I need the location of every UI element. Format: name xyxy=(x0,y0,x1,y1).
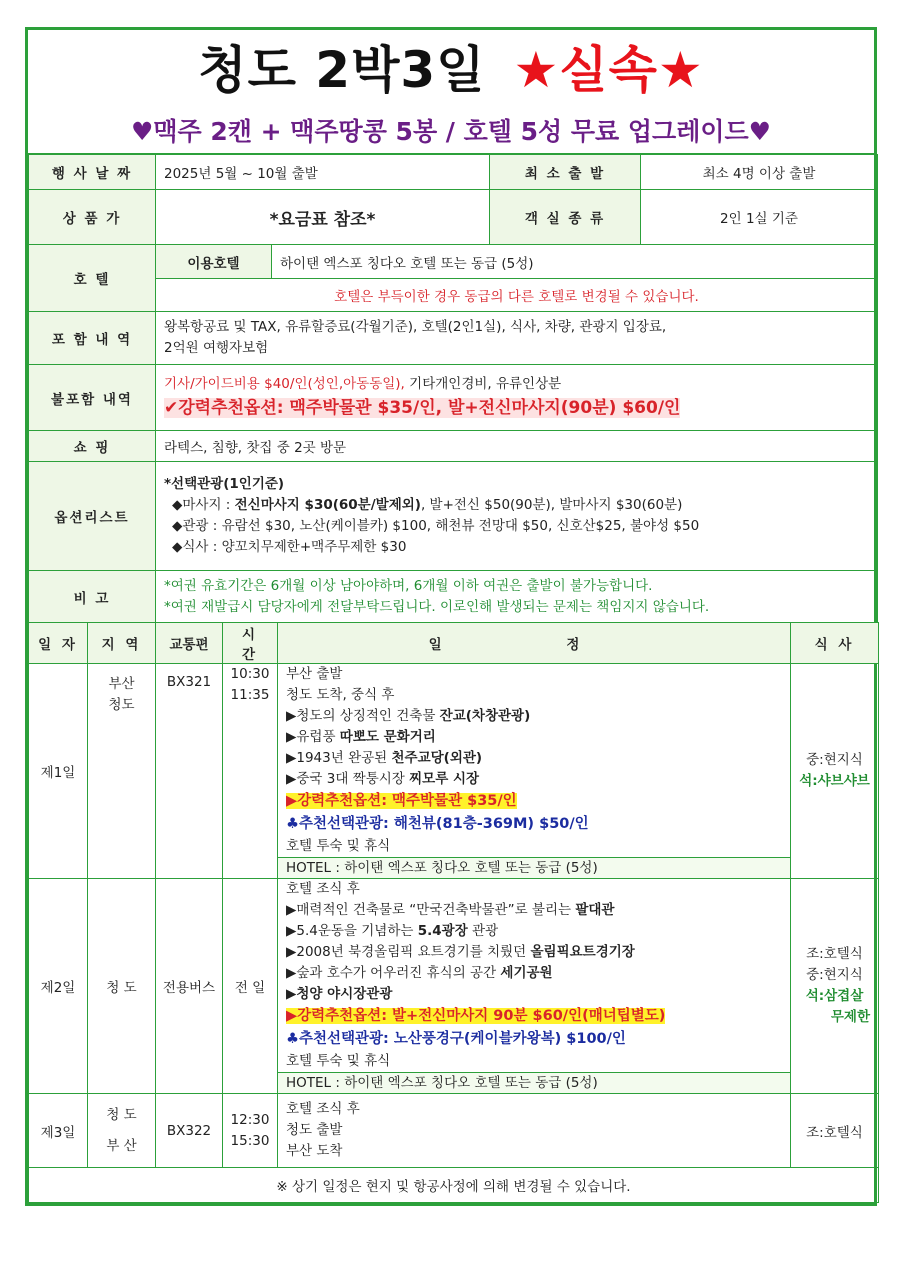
options-value xyxy=(156,462,878,571)
day1-meal xyxy=(791,664,879,879)
day2-meal-dinner-note: 무제한 xyxy=(830,1009,870,1025)
day1-time-2: 11:35 xyxy=(230,687,270,703)
options-label: 옵션리스트 xyxy=(29,462,156,571)
include-value xyxy=(156,312,878,365)
day1-line-4-bold: 따뽀도 문화거리 xyxy=(339,729,436,745)
day2-day: 제2일 xyxy=(29,879,88,1094)
exclude-guide-fee: 기사/가이드비용 $40/인(성인,아동동일), xyxy=(164,376,405,392)
exclude-value xyxy=(156,365,878,431)
col-itinerary: 일 정 xyxy=(278,623,791,664)
price-label: 상 품 가 xyxy=(29,190,156,245)
day2-strong-option: ▶강력추천옵션: 발+전신마사지 90분 $60/인(매너팁별도) xyxy=(286,1008,666,1024)
day2-line-1: 호텔 조식 후 xyxy=(286,881,360,897)
exclude-label: 불포함 내역 xyxy=(29,365,156,431)
hotel-notice: 호텔은 부득이한 경우 동급의 다른 호텔로 변경될 수 있습니다. xyxy=(156,279,878,312)
remark-line-2: *여권 재발급시 담당자에게 전달부탁드립니다. 이로인해 발생되는 문제는 책임지지 않습니다. xyxy=(164,598,710,615)
day1-recommended-option: ♣추천선택관광: 해천뷰(81층-369M) $50/인 xyxy=(286,816,589,832)
day1-region-2: 청도 xyxy=(108,697,135,713)
col-time: 시 간 xyxy=(223,623,278,664)
room-value: 2인 1실 기준 xyxy=(641,190,878,245)
date-value: 2025년 5월 ~ 10월 출발 xyxy=(156,155,490,190)
day2-line-3-pre: ▶5.4운동을 기념하는 xyxy=(286,923,418,939)
exclude-rest: 기타개인경비, 유류인상분 xyxy=(404,376,562,392)
day2-row xyxy=(29,879,879,1094)
info-table xyxy=(28,154,878,623)
day2-itinerary xyxy=(278,879,791,1094)
day1-line-3-bold: 잔교(차창관광) xyxy=(439,708,531,724)
options-massage-bold: 전신마사지 $30(60분/발제외) xyxy=(234,497,421,513)
day3-time xyxy=(223,1094,278,1168)
min-departure-value: 최소 4명 이상 출발 xyxy=(641,155,878,190)
include-line-1: 왕복항공료 및 TAX, 유류할증료(각월기준), 호텔(2인1실), 식사, 차량, 관광지 입장료, xyxy=(164,319,667,335)
day2-line-4-bold: 올림픽요트경기장 xyxy=(530,944,635,960)
day3-line-3: 부산 도착 xyxy=(286,1143,343,1159)
options-title: *선택관광(1인기준) xyxy=(164,476,285,492)
hotel-value: 하이탠 엑스포 칭다오 호텔 또는 동급 (5성) xyxy=(272,245,878,279)
options-massage-rest: , 발+전신 $50(90분), 발마사지 $30(60분) xyxy=(420,497,683,513)
col-meal: 식 사 xyxy=(791,623,879,664)
title-accent: ★실속★ xyxy=(513,41,704,99)
day2-line-3-bold: 5.4광장 xyxy=(417,923,468,939)
day2-line-9: 호텔 투숙 및 휴식 xyxy=(286,1053,391,1069)
day2-line-3-post: 관광 xyxy=(467,923,499,939)
day2-line-4-pre: ▶2008년 북경올림픽 요트경기를 치뤘던 xyxy=(286,944,531,960)
day3-row xyxy=(29,1094,879,1168)
day1-strong-option: ▶강력추천옵션: 맥주박물관 $35/인 xyxy=(286,793,517,809)
room-label: 객 실 종 류 xyxy=(490,190,641,245)
day1-line-3-pre: ▶청도의 상징적인 건축물 xyxy=(286,708,440,724)
day1-meal-lunch: 중:현지식 xyxy=(806,752,863,768)
day2-hotel: HOTEL : 하이탠 엑스포 칭다오 호텔 또는 동급 (5성) xyxy=(278,1072,790,1093)
include-line-2: 2억원 여행자보험 xyxy=(164,340,269,356)
page-title xyxy=(198,41,703,99)
day1-region xyxy=(88,664,156,879)
col-transport: 교통편 xyxy=(156,623,223,664)
day1-meal-dinner: 석:샤브샤브 xyxy=(799,773,870,789)
strong-option-note: ✔강력추천옵션: 맥주박물관 $35/인, 발+전신마사지(90분) $60/인 xyxy=(164,398,681,418)
day3-line-2: 청도 출발 xyxy=(286,1122,343,1138)
options-meal: ◆식사 : 양꼬치무제한+맥주무제한 $30 xyxy=(172,539,407,555)
remark-line-1: *여권 유효기간은 6개월 이상 남아야하며, 6개월 이하 여권은 출발이 불가능합니다. xyxy=(164,577,653,594)
day2-line-5-pre: ▶숲과 호수가 어우러진 휴식의 공간 xyxy=(286,965,501,981)
day1-line-4-pre: ▶유럽풍 xyxy=(286,729,340,745)
title-row xyxy=(28,30,874,110)
day1-day: 제1일 xyxy=(29,664,88,879)
day1-line-6-pre: ▶중국 3대 짝퉁시장 xyxy=(286,771,410,787)
day3-meal: 조:호텔식 xyxy=(791,1094,879,1168)
col-day: 일 자 xyxy=(29,623,88,664)
day3-day: 제3일 xyxy=(29,1094,88,1168)
day2-region: 청 도 xyxy=(88,879,156,1094)
day2-meal xyxy=(791,879,879,1094)
col-region: 지 역 xyxy=(88,623,156,664)
day2-recommended-option: ♣추천선택관광: 노산풍경구(케이블카왕복) $100/인 xyxy=(286,1031,626,1047)
day2-meal-breakfast: 조:호텔식 xyxy=(806,946,863,962)
day1-time-1: 10:30 xyxy=(230,666,270,682)
day1-line-6-bold: 찌모루 시장 xyxy=(409,771,480,787)
shopping-value: 라텍스, 침향, 찻집 중 2곳 방문 xyxy=(156,431,878,462)
day1-itinerary xyxy=(278,664,791,879)
options-tour: ◆관광 : 유람선 $30, 노산(케이블카) $100, 해천뷰 전망대 $50, 신호산$25, 불야성 $50 xyxy=(172,518,700,534)
remark-label: 비 고 xyxy=(29,571,156,623)
day3-region-2: 부 산 xyxy=(106,1137,137,1154)
shopping-label: 쇼 핑 xyxy=(29,431,156,462)
day3-line-1: 호텔 조식 후 xyxy=(286,1101,360,1117)
itinerary-sheet xyxy=(25,27,877,1206)
day3-transport: BX322 xyxy=(156,1094,223,1168)
remark-value xyxy=(156,571,878,623)
min-departure-label: 최 소 출 발 xyxy=(490,155,641,190)
day2-line-2-bold: 팔대관 xyxy=(575,902,615,918)
options-massage-prefix: ◆마사지 : xyxy=(172,497,235,513)
date-label: 행 사 날 짜 xyxy=(29,155,156,190)
day1-line-9: 호텔 투숙 및 휴식 xyxy=(286,838,391,854)
day1-transport: BX321 xyxy=(156,664,223,879)
day3-itinerary xyxy=(278,1094,791,1168)
day3-time-1: 12:30 xyxy=(230,1111,270,1128)
day2-line-2-pre: ▶매력적인 건축물로 “만국건축박물관”로 불리는 xyxy=(286,902,576,918)
day1-hotel: HOTEL : 하이탠 엑스포 칭다오 호텔 또는 동급 (5성) xyxy=(278,857,790,878)
day1-line-5-pre: ▶1943년 완공된 xyxy=(286,750,392,766)
day2-transport: 전용버스 xyxy=(156,879,223,1094)
day3-region-1: 청 도 xyxy=(106,1106,137,1123)
day1-line-1: 부산 출발 xyxy=(286,666,343,682)
day1-line-5-bold: 천주교당(외관) xyxy=(391,750,483,766)
title-text: 청도 2박3일 xyxy=(198,41,486,99)
day3-region xyxy=(88,1094,156,1168)
hotel-sub-label: 이용호텔 xyxy=(156,245,272,279)
day2-line-5-bold: 세기공원 xyxy=(500,965,553,981)
day1-region-1: 부산 xyxy=(108,676,135,692)
subtitle: ♥맥주 2캔 + 맥주땅콩 5봉 / 호텔 5성 무료 업그레이드♥ xyxy=(28,110,874,154)
day2-line-6-bold: ▶청양 야시장관광 xyxy=(286,986,393,1002)
day2-time: 전 일 xyxy=(223,879,278,1094)
price-value: *요금표 참조* xyxy=(156,190,490,245)
include-label: 포 함 내 역 xyxy=(29,312,156,365)
hotel-label: 호 텔 xyxy=(29,245,156,312)
footer-note: ※ 상기 일정은 현지 및 항공사정에 의해 변경될 수 있습니다. xyxy=(29,1168,879,1203)
day1-time xyxy=(223,664,278,879)
day1-row xyxy=(29,664,879,879)
day3-time-2: 15:30 xyxy=(230,1132,270,1149)
day1-line-2: 청도 도착, 중식 후 xyxy=(286,687,395,703)
day2-meal-lunch: 중:현지식 xyxy=(806,967,863,983)
day2-meal-dinner: 석:삼겹살 xyxy=(805,988,864,1004)
schedule-table xyxy=(28,622,879,1203)
